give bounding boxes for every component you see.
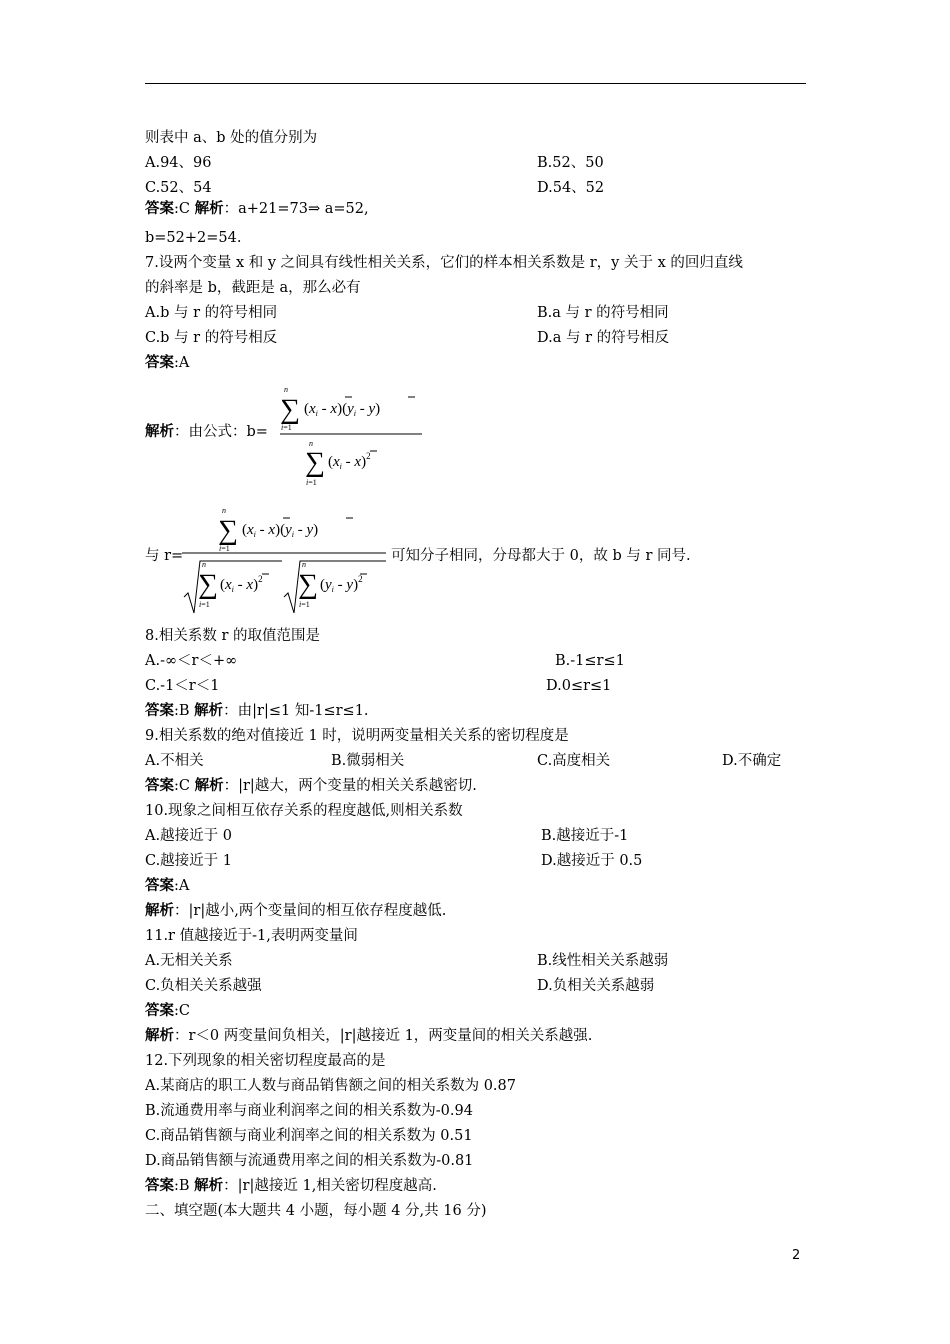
svg-text:∑: ∑ bbox=[198, 569, 218, 600]
q9-option-c: C.高度相关 bbox=[537, 753, 611, 769]
svg-text:i=1: i=1 bbox=[299, 600, 310, 609]
q11-analysis-line bbox=[145, 1026, 592, 1046]
page-number: 2 bbox=[792, 1248, 801, 1263]
answer-value: :A bbox=[174, 355, 190, 371]
q9-answer-line bbox=[145, 776, 477, 796]
q7-formula-r-line bbox=[145, 546, 183, 566]
svg-text:n: n bbox=[202, 560, 206, 569]
q11-option-c: C.负相关关系越强 bbox=[145, 978, 262, 994]
answer-value: :C bbox=[174, 778, 190, 794]
analysis-label: 解析 bbox=[145, 424, 174, 440]
q7-option-c: C.b 与 r 的符号相反 bbox=[145, 330, 278, 346]
svg-text:n: n bbox=[222, 506, 226, 515]
q11-stem: 11.r 值越接近于-1,表明两变量间 bbox=[145, 928, 358, 944]
analysis-label: 解析 bbox=[145, 1028, 174, 1044]
q11-answer-line bbox=[145, 1001, 190, 1021]
analysis-text: ：|r|越小,两个变量间的相互依存程度越低. bbox=[174, 903, 447, 919]
q6-stem: 则表中 a、b 处的值分别为 bbox=[145, 130, 318, 146]
q11-option-a: A.无相关关系 bbox=[145, 953, 233, 969]
formula-r-prefix: 与 r= bbox=[145, 548, 184, 564]
svg-text:i=1: i=1 bbox=[306, 478, 317, 487]
q7-stem-line1: 7.设两个变量 x 和 y 之间具有线性相关关系，它们的样本相关系数是 r，y 关于 x 的回归直线 bbox=[145, 255, 743, 271]
q9-option-b: B.微弱相关 bbox=[331, 753, 405, 769]
header-rule bbox=[145, 83, 806, 84]
svg-text:(xi - x)(yi - y): $(x_i - x)(y_i - y)$ bbox=[242, 522, 319, 539]
answer-value: :C bbox=[174, 201, 190, 217]
q7-stem-line2: 的斜率是 b，截距是 a，那么必有 bbox=[145, 280, 361, 296]
answer-value: :B bbox=[174, 1178, 190, 1194]
q6-option-d: D.54、52 bbox=[537, 180, 605, 196]
svg-text:(xi - x)2: $(x_i - x)^2$ bbox=[328, 451, 371, 471]
q7-option-b: B.a 与 r 的符号相同 bbox=[537, 305, 669, 321]
formula-b-prefix: ：由公式：b= bbox=[174, 424, 268, 440]
q10-analysis-line bbox=[145, 901, 446, 921]
q9-stem: 9.相关系数的绝对值接近 1 时，说明两变量相关关系的密切程度是 bbox=[145, 728, 569, 744]
analysis-label: 解析 bbox=[145, 903, 174, 919]
svg-text:∑: ∑ bbox=[218, 515, 238, 546]
q10-answer-line bbox=[145, 876, 189, 896]
analysis-text: ：|r|越大，两个变量的相关关系越密切. bbox=[223, 778, 477, 794]
analysis-text: ：a+21=73⇒ a=52, bbox=[223, 201, 369, 217]
svg-text:n: n bbox=[309, 439, 313, 448]
svg-text:∑: ∑ bbox=[305, 447, 325, 478]
q12-option-a: A.某商店的职工人数与商品销售额之间的相关系数为 0.87 bbox=[145, 1078, 516, 1094]
answer-label: 答案 bbox=[145, 778, 174, 794]
svg-text:i=1: i=1 bbox=[199, 600, 210, 609]
analysis-label: 解析 bbox=[194, 201, 224, 217]
q10-option-b: B.越接近于-1 bbox=[541, 828, 629, 844]
svg-text:(yi - y)2: $(y_i - y)^2$ bbox=[320, 574, 363, 594]
q12-answer-line bbox=[145, 1176, 437, 1196]
analysis-label: 解析 bbox=[194, 703, 224, 719]
q8-option-c: C.-1＜r＜1 bbox=[145, 678, 220, 694]
q9-option-a: A.不相关 bbox=[145, 753, 204, 769]
q8-answer-line bbox=[145, 701, 369, 721]
formula-r bbox=[182, 505, 392, 620]
q12-option-b: B.流通费用率与商业利润率之间的相关系数为-0.94 bbox=[145, 1103, 473, 1119]
answer-label: 答案 bbox=[145, 1178, 174, 1194]
formula-b bbox=[280, 384, 430, 494]
q8-option-d: D.0≤r≤1 bbox=[546, 678, 612, 694]
q7-formula-b-line bbox=[145, 422, 268, 442]
answer-value: :A bbox=[174, 878, 190, 894]
svg-text:(xi - x)(yi - y): $(x_i - x)(y_i - y)$ bbox=[304, 401, 381, 418]
q10-option-d: D.越接近于 0.5 bbox=[541, 853, 643, 869]
answer-value: :B bbox=[174, 703, 190, 719]
q11-option-d: D.负相关关系越弱 bbox=[537, 978, 655, 994]
analysis-label: 解析 bbox=[194, 1178, 224, 1194]
q8-option-b: B.-1≤r≤1 bbox=[555, 653, 625, 669]
svg-text:∑: ∑ bbox=[280, 394, 300, 425]
q11-option-b: B.线性相关关系越弱 bbox=[537, 953, 669, 969]
q12-stem: 12.下列现象的相关密切程度最高的是 bbox=[145, 1053, 386, 1069]
q10-stem: 10.现象之间相互依存关系的程度越低,则相关系数 bbox=[145, 803, 463, 819]
q7-option-a: A.b 与 r 的符号相同 bbox=[145, 305, 278, 321]
svg-text:(xi - x)2: $(x_i - x)^2$ bbox=[220, 574, 263, 594]
analysis-text: ：|r|越接近 1,相关密切程度越高. bbox=[223, 1178, 437, 1194]
q6-answer-line bbox=[145, 199, 369, 219]
q8-stem: 8.相关系数 r 的取值范围是 bbox=[145, 628, 320, 644]
section-heading: 二、填空题(本大题共 4 小题，每小题 4 分,共 16 分) bbox=[145, 1203, 487, 1219]
svg-text:n: n bbox=[284, 385, 288, 394]
analysis-text: ：由|r|≤1 知-1≤r≤1. bbox=[223, 703, 369, 719]
q12-option-c: C.商品销售额与商业利润率之间的相关系数为 0.51 bbox=[145, 1128, 473, 1144]
q10-option-c: C.越接近于 1 bbox=[145, 853, 233, 869]
svg-text:n: n bbox=[302, 560, 306, 569]
q7-option-d: D.a 与 r 的符号相反 bbox=[537, 330, 670, 346]
q8-option-a: A.-∞＜r＜+∞ bbox=[145, 653, 238, 669]
q6-option-b: B.52、50 bbox=[537, 155, 604, 171]
analysis-label: 解析 bbox=[194, 778, 224, 794]
q10-option-a: A.越接近于 0 bbox=[145, 828, 232, 844]
svg-text:i=1: i=1 bbox=[281, 423, 292, 432]
q7-formula-r-suffix: 可知分子相同，分母都大于 0，故 b 与 r 同号. bbox=[391, 548, 691, 564]
answer-label: 答案 bbox=[145, 201, 174, 217]
answer-label: 答案 bbox=[145, 1003, 174, 1019]
q6-option-a: A.94、96 bbox=[145, 155, 212, 171]
q6-analysis-line2: b=52+2=54. bbox=[145, 230, 242, 246]
answer-value: :C bbox=[174, 1003, 190, 1019]
q7-answer-line bbox=[145, 353, 189, 373]
q6-option-c: C.52、54 bbox=[145, 180, 212, 196]
svg-text:∑: ∑ bbox=[298, 569, 318, 600]
analysis-text: ：r＜0 两变量间负相关，|r|越接近 1，两变量间的相关关系越强. bbox=[174, 1028, 593, 1044]
q9-option-d: D.不确定 bbox=[722, 753, 782, 769]
svg-text:i=1: i=1 bbox=[219, 544, 230, 553]
q12-option-d: D.商品销售额与流通费用率之间的相关系数为-0.81 bbox=[145, 1153, 474, 1169]
answer-label: 答案 bbox=[145, 878, 174, 894]
answer-label: 答案 bbox=[145, 355, 174, 371]
answer-label: 答案 bbox=[145, 703, 174, 719]
